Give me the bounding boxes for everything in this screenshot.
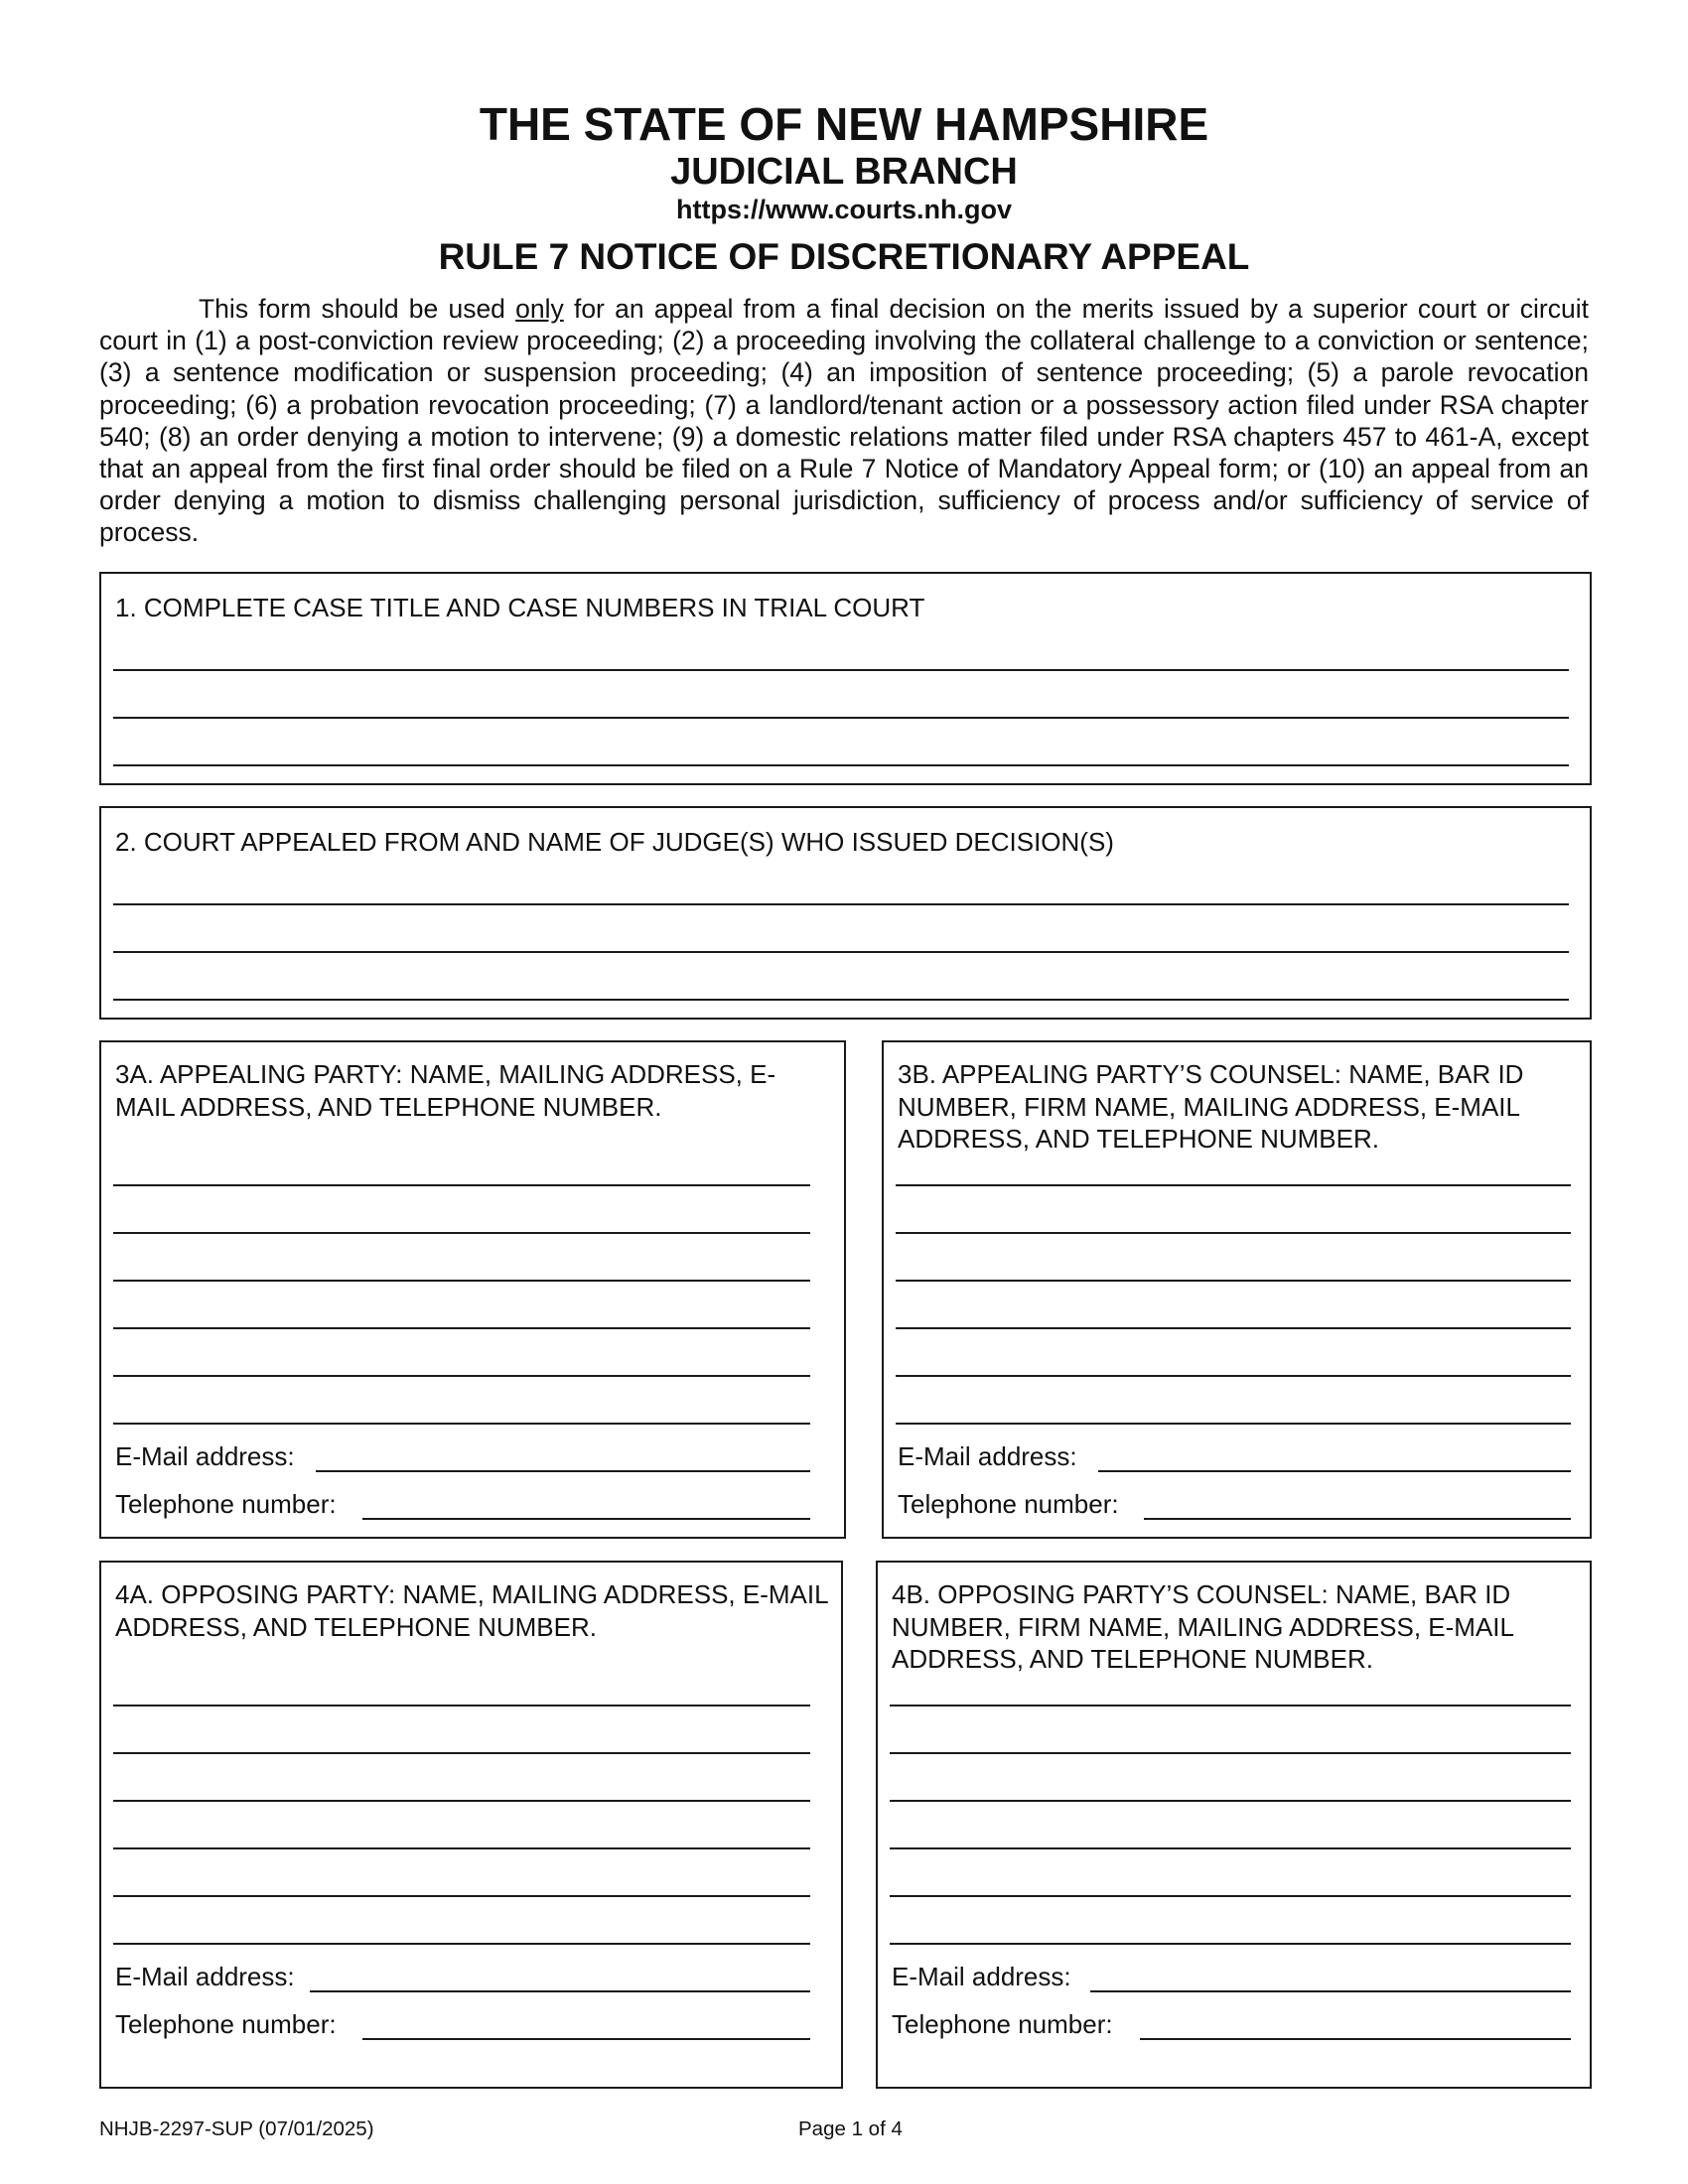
section-2-label: 2. COURT APPEALED FROM AND NAME OF JUDGE(S) WHO ISSUED DECISION(S): [115, 827, 1114, 857]
intro-emphasis: only: [515, 294, 564, 324]
section-3b-label: 3B. APPEALING PARTY’S COUNSEL: NAME, BAR ID NUMBER, FIRM NAME, MAILING ADDRESS, E-MAIL ADDRESS, AND TELEPHONE NUMBER.: [898, 1059, 1524, 1154]
instructions-paragraph: [99, 293, 1589, 549]
section-3b-line[interactable]: [896, 1375, 1571, 1377]
section-2-line[interactable]: [113, 999, 1569, 1001]
section-4b-line[interactable]: [890, 1943, 1571, 1945]
section-3b-phone-label: Telephone number:: [898, 1489, 1119, 1519]
section-3a-email-field[interactable]: [316, 1470, 810, 1472]
section-2-line[interactable]: [113, 903, 1569, 905]
section-3a-line[interactable]: [113, 1423, 810, 1425]
section-4a-email-field[interactable]: [310, 1990, 810, 1992]
section-3b-phone-field[interactable]: [1144, 1518, 1571, 1520]
section-1-line[interactable]: [113, 764, 1569, 766]
section-4a-phone-field[interactable]: [362, 2038, 810, 2040]
page-number: Page 1 of 4: [798, 2117, 903, 2140]
section-4b-label: 4B. OPPOSING PARTY’S COUNSEL: NAME, BAR ID NUMBER, FIRM NAME, MAILING ADDRESS, E-MAIL ADDRESS, AND TELEPHONE NUMBER.: [892, 1579, 1514, 1674]
section-3a-phone-label: Telephone number:: [115, 1489, 337, 1519]
section-3a-line[interactable]: [113, 1184, 810, 1186]
section-3b-email-field[interactable]: [1098, 1470, 1571, 1472]
section-3b-email-label: E-Mail address:: [898, 1441, 1077, 1471]
section-4a-line[interactable]: [113, 1800, 810, 1802]
section-4a-line[interactable]: [113, 1705, 810, 1706]
court-url[interactable]: https://www.courts.nh.gov: [676, 195, 1012, 224]
section-4b-email-field[interactable]: [1090, 1990, 1571, 1992]
section-1-line[interactable]: [113, 717, 1569, 719]
section-4a-line[interactable]: [113, 1847, 810, 1849]
section-4b-line[interactable]: [890, 1705, 1571, 1706]
intro-text-start: This form should be used: [199, 294, 516, 324]
section-3a-line[interactable]: [113, 1232, 810, 1234]
branch-name: JUDICIAL BRANCH: [670, 151, 1018, 193]
form-title: RULE 7 NOTICE OF DISCRETIONARY APPEAL: [438, 236, 1250, 277]
section-2-line[interactable]: [113, 951, 1569, 953]
section-4b-line[interactable]: [890, 1752, 1571, 1754]
section-4a-line[interactable]: [113, 1943, 810, 1945]
section-3a-email-label: E-Mail address:: [115, 1441, 295, 1471]
section-4b-line[interactable]: [890, 1800, 1571, 1802]
section-1-label: 1. COMPLETE CASE TITLE AND CASE NUMBERS IN TRIAL COURT: [115, 593, 925, 622]
section-4a-line[interactable]: [113, 1895, 810, 1897]
section-3a-line[interactable]: [113, 1375, 810, 1377]
section-3a-line[interactable]: [113, 1327, 810, 1329]
section-3b-line[interactable]: [896, 1327, 1571, 1329]
section-4b-line[interactable]: [890, 1847, 1571, 1849]
section-4b-phone-field[interactable]: [1140, 2038, 1571, 2040]
section-3a-line[interactable]: [113, 1280, 810, 1282]
section-3b-line[interactable]: [896, 1280, 1571, 1282]
section-3a-label: 3A. APPEALING PARTY: NAME, MAILING ADDRESS, E-MAIL ADDRESS, AND TELEPHONE NUMBER.: [115, 1059, 776, 1122]
section-4b-phone-label: Telephone number:: [892, 2009, 1113, 2039]
section-4a-phone-label: Telephone number:: [115, 2009, 337, 2039]
section-1-line[interactable]: [113, 669, 1569, 671]
section-4a-label: 4A. OPPOSING PARTY: NAME, MAILING ADDRESS, E-MAIL ADDRESS, AND TELEPHONE NUMBER.: [115, 1579, 828, 1642]
section-3b-line[interactable]: [896, 1184, 1571, 1186]
section-3b-line[interactable]: [896, 1423, 1571, 1425]
section-4a-email-label: E-Mail address:: [115, 1962, 295, 1991]
section-4b-line[interactable]: [890, 1895, 1571, 1897]
intro-text-rest: for an appeal from a final decision on the merits issued by a superior court or circuit court in (1) a post-conviction review proceeding; (2) a proceeding involving the collateral challenge to a conviction or sentence; (3) a sentence modification or suspension proceeding; (4) an imposition of sentence proceeding; (5) a parole revocation proceeding; (6) a probation revocation proceeding; (7) a landlord/tenant action or a possessory action filed under RSA chapter 540; (8) an order denying a motion to intervene; (9) a domestic relations matter filed under RSA chapters 457 to 461-A, except that an appeal from the first final order should be filed on a Rule 7 Notice of Mandatory Appeal form; or (10) an appeal from an order denying a motion to dismiss challenging personal jurisdiction, sufficiency of process and/or sufficiency of service of process.: [99, 294, 1589, 548]
section-3b-line[interactable]: [896, 1232, 1571, 1234]
section-3a-phone-field[interactable]: [362, 1518, 810, 1520]
form-id: NHJB-2297-SUP (07/01/2025): [99, 2117, 374, 2140]
section-4b-email-label: E-Mail address:: [892, 1962, 1071, 1991]
section-4a-line[interactable]: [113, 1752, 810, 1754]
court-name: THE STATE OF NEW HAMPSHIRE: [479, 98, 1209, 150]
